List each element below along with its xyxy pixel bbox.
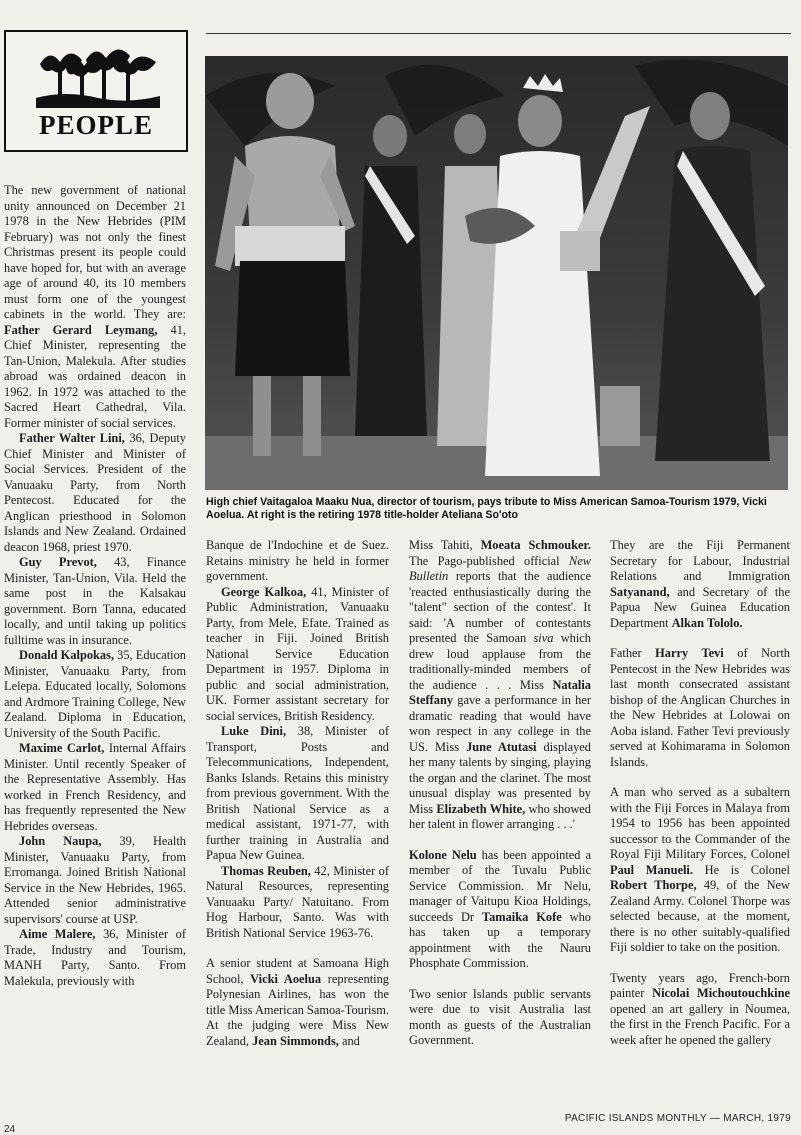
paragraph: Kolone Nelu has been appointed a member of the Tuvalu Public Service Commission. Mr Nelu, manager of Vaitupu Kioa Holdings, succeeds Dr Tamaika Kofe who has taken up a temporary appointment with the Nauru Phosphate Commission. (409, 847, 591, 970)
page-number: 24 (4, 1124, 16, 1135)
paragraph: A senior student at Samoana High School, Vicki Aoelua representing Polynesian Airlines, has won the title Miss American Samoa-Tourism. At the judging were Miss New Zealand, Jean Simmonds, and (206, 956, 389, 1048)
paragraph: Miss Tahiti, Moeata Schmouker. The Pago-published official New Bulletin reports that the audience 'reacted enthusiastically during the "talent" section of the contest'. It said: 'A number of contestants presented the Samoan siva which drew loud applause from the traditionally-minded members of the audience . . . Miss Natalia Steffany gave a performance in her dramatic reading that would have won respect in any college in the US. Miss June Atutasi displayed her many talents by singing, playing the organ and the clarinet. The most unusual display was presented by Miss Elizabeth White, who showed her talent in flower arranging . . .' (409, 538, 592, 831)
section-title: PEOPLE (38, 110, 153, 140)
paragraph: Guy Prevot, 43, Finance Minister, Tan-Union, Vila. Held the same post in the Kalsakau government. Born Tanna, educated locally, and until taking up politics fulltime was in insurance. (4, 555, 186, 647)
paragraph: Aime Malere, 36, Minister of Trade, Industry and Tourism, MANH Party, Santo. From Malekula, previously with (4, 927, 187, 988)
paragraph: Banque de l'Indochine et de Suez. Retains ministry he held in former government. (206, 538, 389, 583)
paragraph: John Naupa, 39, Health Minister, Vanuaaku Party, from Erromanga. Joined British National Service in the New Hebrides, 1965. Attended senior administrative supervisors' course at USP. (4, 834, 186, 926)
photo-caption: High chief Vaitagaloa Maaku Nua, director of tourism, pays tribute to Miss American Samoa-Tourism 1979, Vicki Aoelua. At right is the retiring 1978 title-holder Ateliana So'oto (206, 496, 767, 521)
paragraph: Luke Dini, 38, Minister of Transport, Posts and Telecommunications, Independent, Banks Islands. Retains this ministry from previous government. With the British National Service as a medical assistant, 1971-77, with further training in Australia and Papua New Guinea. (206, 724, 389, 862)
article-column-1 (4, 183, 186, 989)
paragraph: Thomas Reuben, 42, Minister of Natural Resources, representing Vanuaaku Party/ Natuitano. From Hog Harbour, Santo. Was with British National Service 1963-76. (206, 863, 389, 940)
paragraph: Father Harry Tevi of North Pentecost in the New Hebrides was last month consecrated assistant bishop of the Anglican Churches in the New Hebrides at Lolowai on Aoba island. Father Tevi previously served at Kohimarama in Solomon Islands. (610, 646, 790, 769)
article-column-4 (610, 538, 790, 1048)
paragraph: A man who served as a subaltern with the Fiji Forces in Malaya from 1954 to 1956 has been appointed successor to the Commander of the Royal Fiji Military Forces, Colonel Paul Manueli. He is Colonel Robert Thorpe, 49, of the New Zealand Army. Colonel Thorpe was selected because, at the moment, there is no other suitably-qualified Fiji soldier to take on the position. (610, 785, 791, 954)
article-column-2 (206, 538, 389, 1049)
paragraph: They are the Fiji Permanent Secretary for Labour, Industrial Relations and Immigration Satyanand, and Secretary of the Papua New Guinea Education Department Alkan Tololo. (610, 538, 790, 630)
publication-footer: PACIFIC ISLANDS MONTHLY — MARCH, 1979 (564, 1113, 791, 1124)
header-rule (206, 33, 791, 34)
palm-trees-icon (36, 42, 160, 108)
pageant-photo (205, 56, 788, 490)
people-section-logo (4, 30, 188, 152)
article-column-3 (409, 538, 591, 1049)
paragraph: Twenty years ago, French-born painter Nicolai Michoutouchkine opened an art gallery in Noumea, the first in the French Pacific. For a week after he opened the gallery (610, 970, 790, 1047)
paragraph: The new government of national unity announced on December 21 1978 in the New Hebrides (PIM February) was not only the finest Christmas present its people could have hoped for, but with an average age of around 40, its 10 members must form one of the youngest cabinets in the world. They are: Father Gerard Leymang, 41, Chief Minister, representing the Tan-Union, Malekula. After studies abroad was ordained deacon in 1962. In 1972 was attached to the Sacred Heart Cathedral, Vila. Former minister of social services. (4, 183, 186, 430)
paragraph: Two senior Islands public servants were due to visit Australia last month as guests of the Australian Government. (409, 986, 591, 1047)
paragraph: Father Walter Lini, 36, Deputy Chief Minister and Minister of Social Services. President of the Vanuaaku Party, from North Pentecost. Educated for the Anglican priesthood in Solomon Islands and New Zealand. Ordained deacon 1968, priest 1970. (4, 431, 186, 554)
paragraph: Donald Kalpokas, 35, Education Minister, Vanuaaku Party, from Lelepa. Educated locally, Solomons and Ardmore Training College, New Zealand. Diploma in Education, University of the South Pacific. (4, 648, 186, 740)
paragraph: Maxime Carlot, Internal Affairs Minister. Until recently Speaker of the Representative Assembly. Has worked in French Residency, and has frequently represented the New Hebrides overseas. (4, 741, 187, 833)
paragraph: George Kalkoa, 41, Minister of Public Administration, Vanuaaku Party, from Mele, Efate. Trained as teacher in Fiji. Joined British National Service Education Department in 1957. Diploma in public and social administration, UK. Former assistant secretary for social services, British Residency. (206, 584, 389, 723)
